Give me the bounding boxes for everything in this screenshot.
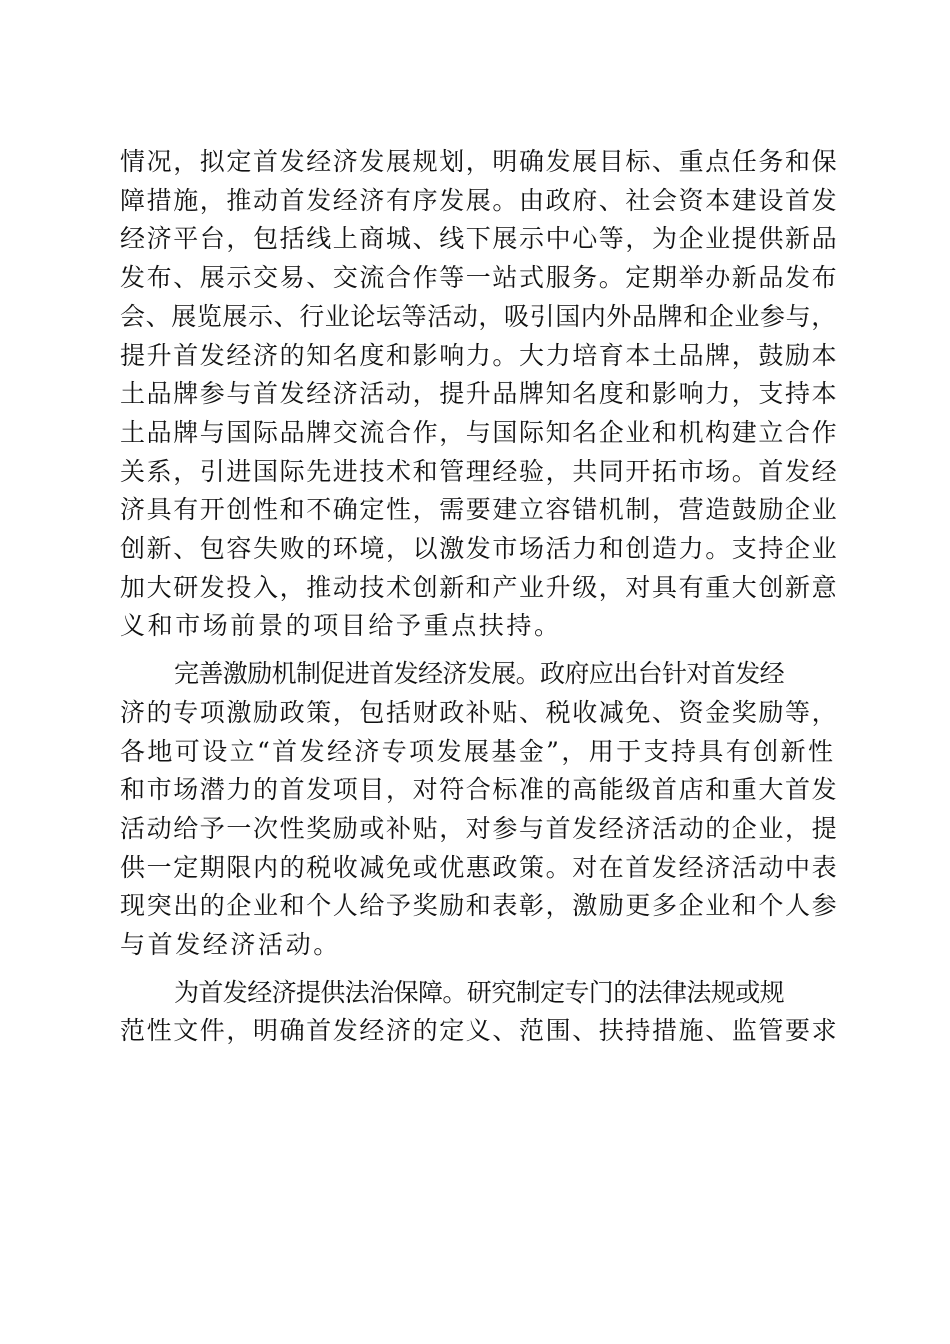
text-line: 范性文件，明确首发经济的定义、范围、扶持措施、监管要求 [120, 1016, 839, 1046]
text-line: 会、展览展示、行业论坛等活动，吸引国内外品牌和企业参与， [120, 301, 837, 331]
text-line: 创新、包容失败的环境，以激发市场活力和创造力。支持企业 [120, 534, 839, 564]
text-line: 与首发经济活动。 [120, 930, 341, 960]
document-body [120, 143, 840, 1051]
text-line: 济的专项激励政策，包括财政补贴、税收减免、资金奖励等， [120, 697, 839, 727]
text-line: 供一定期限内的税收减免或优惠政策。对在首发经济活动中表 [120, 852, 839, 882]
text-line: 济具有开创性和不确定性，需要建立容错机制，营造鼓励企业 [120, 495, 839, 525]
text-line: 为首发经济提供法治保障。研究制定专门的法律法规或规 [174, 977, 785, 1007]
text-line: 义和市场前景的项目给予重点扶持。 [120, 611, 562, 641]
text-line: 提升首发经济的知名度和影响力。大力培育本土品牌，鼓励本 [120, 340, 839, 370]
text-line: 现突出的企业和个人给予奖励和表彰，激励更多企业和个人参 [120, 891, 839, 921]
paragraph-3 [120, 974, 840, 1051]
text-line: 各地可设立“首发经济专项发展基金”，用于支持具有创新性 [120, 736, 836, 766]
text-line: 障措施，推动首发经济有序发展。由政府、社会资本建设首发 [120, 185, 839, 215]
text-line: 情况，拟定首发经济发展规划，明确发展目标、重点任务和保 [120, 147, 839, 176]
text-line: 土品牌参与首发经济活动，提升品牌知名度和影响力，支持本 [120, 379, 839, 409]
paragraph-2 [120, 655, 840, 965]
paragraph-1 [120, 143, 840, 646]
text-line: 和市场潜力的首发项目，对符合标准的高能级首店和重大首发 [120, 775, 839, 805]
text-line: 土品牌与国际品牌交流合作，与国际知名企业和机构建立合作 [120, 417, 839, 447]
text-line: 关系，引进国际先进技术和管理经验，共同开拓市场。首发经 [120, 456, 839, 486]
text-line: 发布、展示交易、交流合作等一站式服务。定期举办新品发布 [120, 263, 839, 293]
text-line: 经济平台，包括线上商城、线下展示中心等，为企业提供新品 [120, 224, 839, 254]
text-line: 完善激励机制促进首发经济发展。政府应出台针对首发经 [174, 659, 785, 689]
text-line: 加大研发投入，推动技术创新和产业升级，对具有重大创新意 [120, 572, 839, 602]
text-line: 活动给予一次性奖励或补贴，对参与首发经济活动的企业，提 [120, 813, 839, 843]
